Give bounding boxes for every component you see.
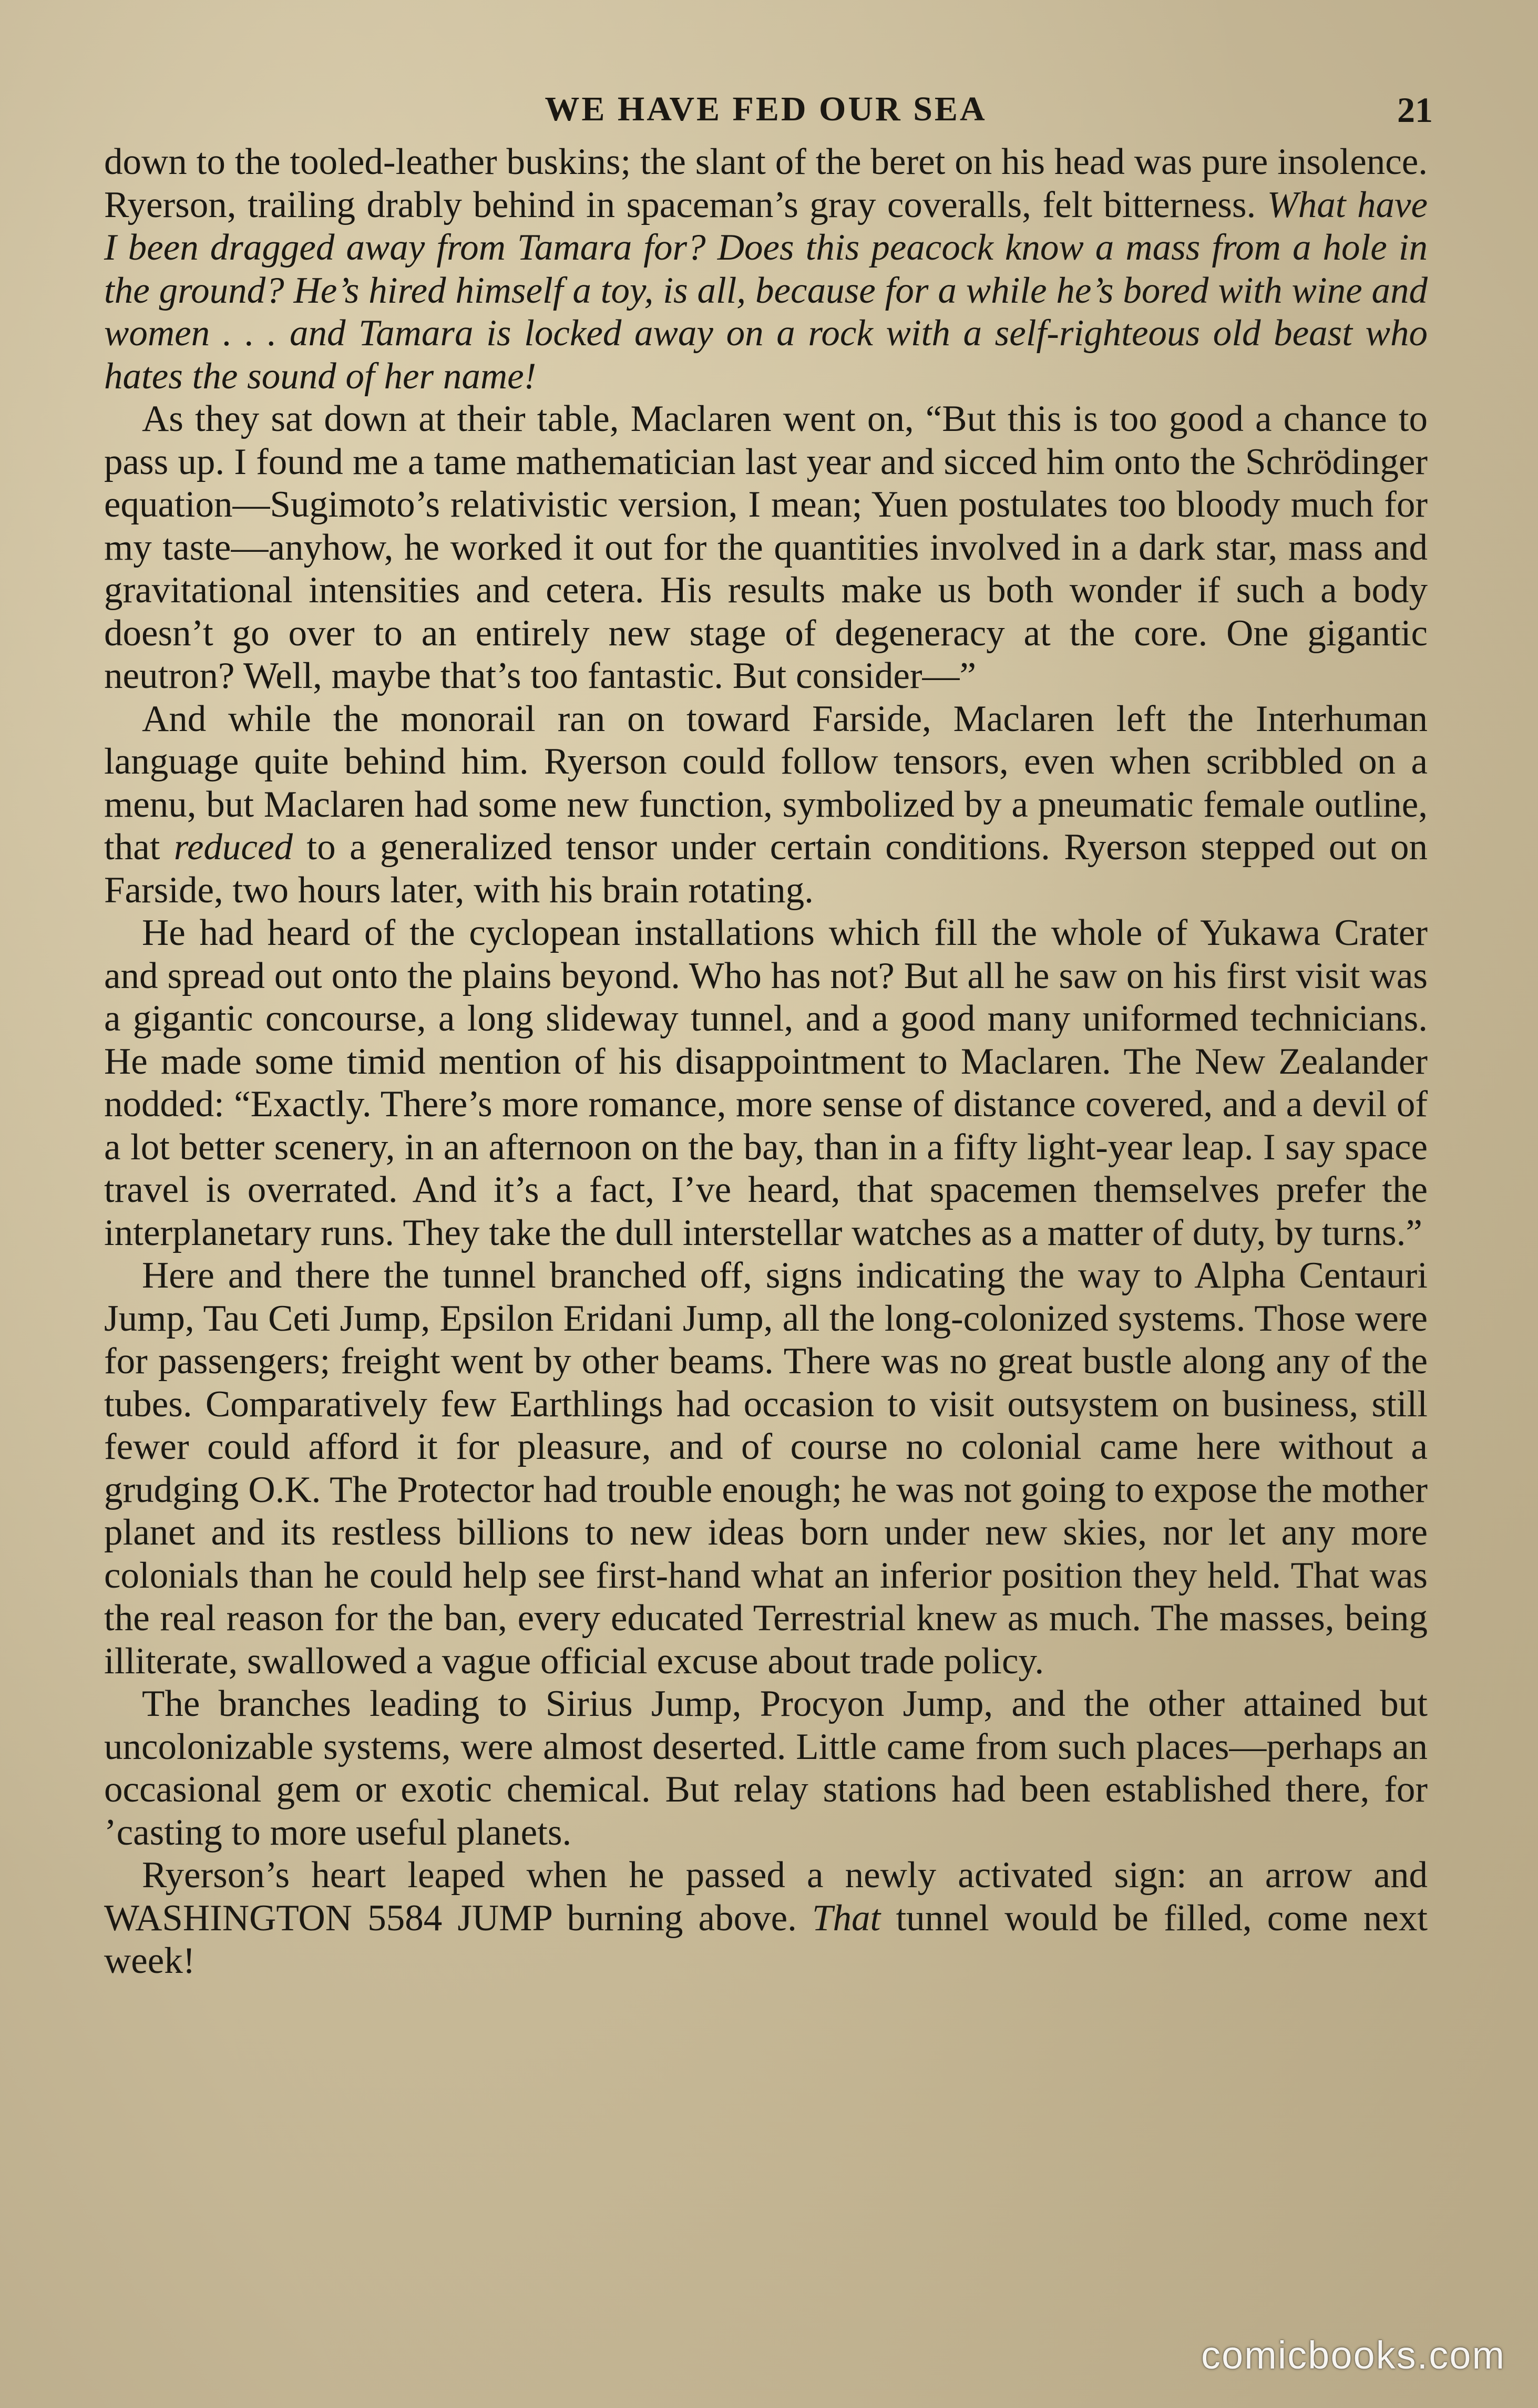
text-segment: Ryerson’s heart leaped when he passed a newly activated sign: an arrow and WASHINGTON 5584 JUMP burning above. [104, 1855, 1428, 1939]
text-segment: tunnel would be filled, come next week! [104, 1897, 1428, 1981]
paragraph-6 [104, 1683, 1428, 1854]
paragraph-5 [104, 1254, 1428, 1683]
page-header [104, 89, 1433, 147]
text-segment: The branches leading to Sirius Jump, Procyon Jump, and the other attained but uncolonizable systems, were almost deserted. Little came from such places—perhaps an occasional gem or exotic chemical. But relay stations had been established there, for ’casting to more useful planets. [104, 1683, 1428, 1853]
text-segment: As they sat down at their table, Maclaren went on, “But this is too good a chance to pass up. I found me a tame mathematician last year and sicced him onto the Schrödinger equation—Sugimoto’s relativistic version, I mean; Yuen postulates too bloody much for my taste—anyhow, he worked it out for the quantities involved in a dark star, mass and gravitational intensities and cetera. His results make us both wonder if such a body doesn’t go over to an entirely new stage of degeneracy at the core. One gigantic neutron? Well, maybe that’s too fantastic. But consider—” [104, 398, 1428, 696]
italic-segment: What have I been dragged away from Tamara for? Does this peacock know a mass from a hole in the ground? He’s hired himself a toy, is all, because for a while he’s bored with wine and women . . . and Tamara is locked away on a rock with a self-righteous old beast who hates the sound of her name! [104, 184, 1428, 397]
text-segment: And while the monorail ran on toward Farside, Maclaren left the Interhuman language quite behind him. Ryerson could follow tensors, even when scribbled on a menu, but Maclaren had some new function, symbolized by a pneumatic female outline, that [104, 698, 1428, 868]
paragraph-2 [104, 398, 1428, 698]
text-segment: He had heard of the cyclopean installations which fill the whole of Yukawa Crater and spread out onto the plains beyond. Who has not? But all he saw on his first visit was a gigantic concourse, a long slideway tunnel, and a good many uniformed technicians. He made some timid mention of his disappointment to Maclaren. The New Zealander nodded: “Exactly. There’s more romance, more sense of distance covered, and a devil of a lot better scenery, in an afternoon on the bay, than in a fifty light-year leap. I say space travel is overrated. And it’s a fact, I’ve heard, that spacemen themselves prefer the interplanetary runs. They take the dull interstellar watches as a matter of duty, by turns.” [104, 912, 1428, 1253]
watermark: comicbooks.com [1201, 2333, 1505, 2377]
italic-segment: That [812, 1897, 881, 1939]
page-number: 21 [1397, 90, 1433, 130]
italic-segment: reduced [173, 827, 293, 868]
book-page [104, 89, 1433, 2328]
paragraph-3 [104, 698, 1428, 912]
paragraph-7 [104, 1854, 1428, 1983]
body-text [104, 141, 1428, 1983]
text-segment: Here and there the tunnel branched off, signs indicating the way to Alpha Centauri Jump, Tau Ceti Jump, Epsilon Eridani Jump, all the long-colonized systems. Those were for passengers; freight went by other beams. There was no great bustle along any of the tubes. Comparatively few Earthlings had occasion to visit outsystem on business, still fewer could afford it for pleasure, and of course no colonial came here without a grudging O.K. The Protector had trouble enough; he was not going to expose the mother planet and its restless billions to new ideas born under new skies, nor let any more colonials than he could help see first-hand what an inferior position they held. That was the real reason for the ban, every educated Terrestrial knew as much. The masses, being illiterate, swallowed a vague official excuse about trade policy. [104, 1255, 1428, 1682]
paragraph-4 [104, 912, 1428, 1254]
text-segment: to a generalized tensor under certain conditions. Ryerson stepped out on Farside, two hours later, with his brain rotating. [104, 827, 1428, 911]
text-segment: down to the tooled-leather buskins; the slant of the beret on his head was pure insolence. Ryerson, trailing drably behind in spaceman’s gray coveralls, felt bitterness. [104, 141, 1428, 225]
running-title: WE HAVE FED OUR SEA [545, 90, 987, 128]
paragraph-1 [104, 141, 1428, 398]
